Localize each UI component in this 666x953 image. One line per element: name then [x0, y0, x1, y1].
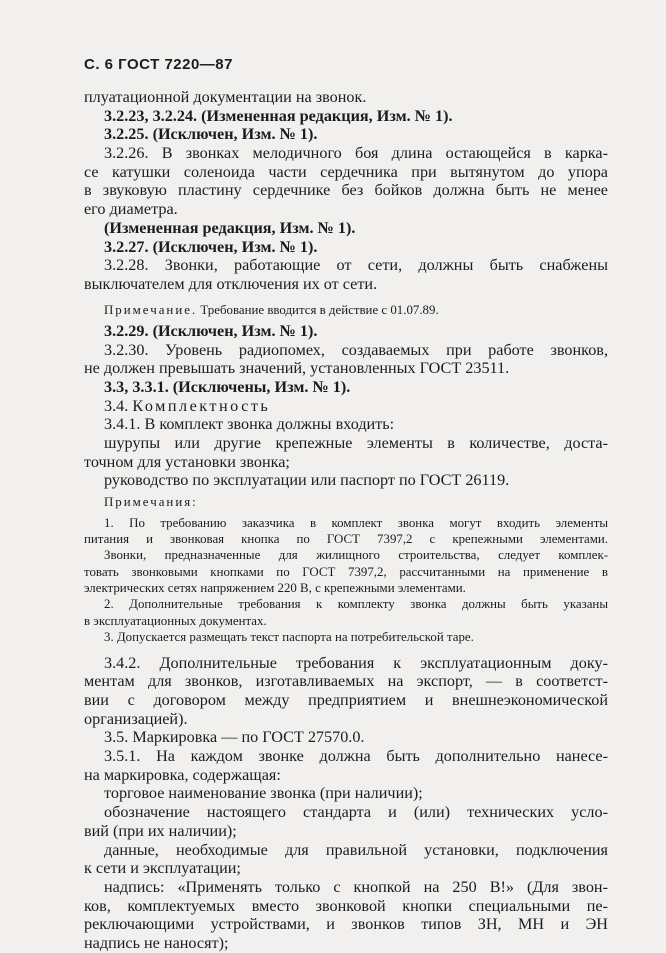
text-line: 3.5.1. На каждом звонке должна быть дополнительно нанесе-: [104, 747, 608, 766]
text-line: 3.2.30. Уровень радиопомех, создаваемых при работе звонков,: [104, 340, 608, 359]
text-line: ков, комплектуемых вместо звонковой кнопки специальными пе-: [84, 896, 608, 915]
text-line: не должен превышать значений, установленных ГОСТ 23511.: [84, 359, 510, 378]
text-line: 3.2.25. (Исключен, Изм. № 1).: [104, 125, 318, 144]
text-line: 3.4.1. В комплект звонка должны входить:: [104, 415, 395, 434]
text-line: 3.2.23, 3.2.24. (Измененная редакция, Изм. № 1).: [104, 106, 453, 125]
text-line: надпись: «Применять только с кнопкой на 250 В!» (Для звон-: [104, 877, 608, 896]
text-line: его диаметра.: [84, 200, 178, 219]
text-line: 3.2.26. В звонках мелодичного боя длина остающейся в карка-: [104, 144, 608, 163]
text-line: 3.4.2. Дополнительные требования к эксплуатационным доку-: [104, 653, 608, 672]
text-line: 3.3, 3.3.1. (Исключены, Изм. № 1).: [104, 378, 351, 397]
notes-heading: Примечания:: [104, 495, 198, 510]
text-line: 3.2.27. (Исключен, Изм. № 1).: [104, 237, 318, 256]
note-line: питания и звонковая кнопка по ГОСТ 7397,2 с крепежными элементами.: [84, 531, 608, 546]
page-header: С. 6 ГОСТ 7220—87: [84, 56, 233, 73]
text-line: обозначение настоящего стандарта и (или) технических усло-: [104, 803, 608, 822]
text-line: к сети и эксплуатации;: [84, 859, 241, 878]
text-line: на маркировка, содержащая:: [84, 765, 281, 784]
note-line: 2. Дополнительные требования к комплекту звонка должны быть указаны: [104, 597, 608, 612]
text-line: плуатационной документации на звонок.: [84, 88, 367, 106]
text-line: 3.2.28. Звонки, работающие от сети, должны быть снабжены: [104, 256, 608, 275]
note-text: Требование вводится в действие с 01.07.89.: [200, 302, 439, 317]
section-number: 3.4.: [104, 396, 129, 415]
text-line: се катушки соленоида части сердечника при вытянутом до упора: [84, 162, 608, 181]
text-line: вий (при их наличии);: [84, 821, 237, 840]
text-line: вии с договором между предприятием и внешнеэкономической: [84, 691, 608, 710]
text-line: ментам для звонков, изготавливаемых на экспорт, — в соответст-: [84, 672, 608, 691]
text-line: руководство по эксплуатации или паспорт по ГОСТ 26119.: [104, 471, 510, 490]
note-line: 1. По требованию заказчика в комплект звонка могут входить элементы: [104, 515, 608, 530]
note-line: в эксплуатационных документах.: [84, 613, 267, 628]
note-label: Примечание.: [104, 302, 198, 317]
note-line: [84, 302, 608, 318]
text-line: шурупы или другие крепежные элементы в количестве, доста-: [104, 434, 608, 453]
text-line: надпись не наносят);: [84, 933, 229, 952]
text-line: организацией).: [84, 709, 188, 728]
text-line: торговое наименование звонка (при наличии);: [104, 784, 423, 803]
text-line: выключателем для отключения их от сети.: [84, 274, 378, 293]
note-line: товать звонковыми кнопками по ГОСТ 7397,2, рассчитанными на применение в: [84, 564, 608, 579]
section-heading: [84, 397, 608, 416]
text-line: данные, необходимые для правильной установки, подключения: [104, 840, 608, 859]
text-line: 3.2.29. (Исключен, Изм. № 1).: [104, 321, 318, 340]
text-line: в звуковую пластину сердечнике без бойков должна быть не менее: [84, 181, 608, 200]
section-title: Комплектность: [132, 396, 271, 415]
note-line: электрических сетях напряжением 220 В, с крепежными элементами.: [84, 581, 466, 596]
text-line: 3.5. Маркировка — по ГОСТ 27570.0.: [104, 728, 365, 747]
text-line: реключающими устройствами, и звонков типов ЗН, МН и ЭН: [84, 915, 608, 934]
text-line: (Измененная редакция, Изм. № 1).: [104, 218, 356, 237]
note-line: Звонки, предназначенные для жилищного строительства, следует комплек-: [104, 548, 608, 563]
text-line: точном для установки звонка;: [84, 452, 290, 471]
page-body: [84, 88, 608, 953]
note-line: 3. Допускается размещать текст паспорта на потребительской таре.: [104, 630, 474, 645]
